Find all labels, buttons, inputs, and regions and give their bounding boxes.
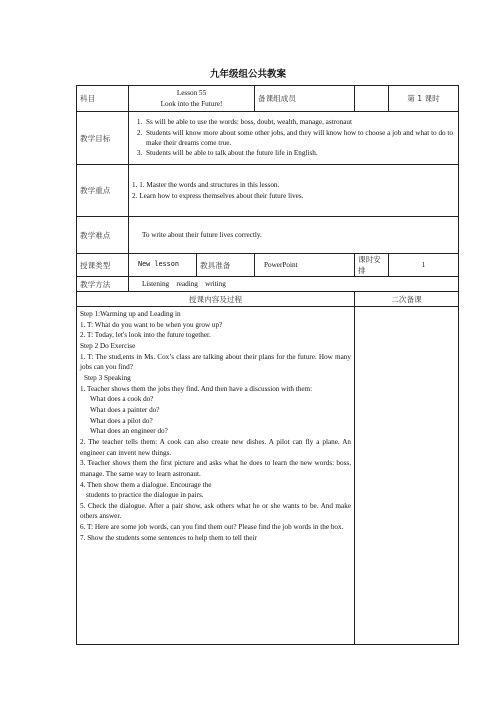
- tools-value: PowerPoint: [255, 254, 355, 277]
- process-line: 1. T: What do you want to be when you grow up?: [80, 320, 223, 329]
- process-line: What does a pilot do?: [90, 416, 153, 425]
- process-line: Step 2 Do Exercise: [80, 341, 136, 350]
- process-line: 2. The teacher tells them: A cook can also create new dishes. A pilot can fly a plane. An engineer can invent new things.: [80, 437, 351, 457]
- process-line: 1. T: The stud,ents in Ms. Cox’s class are talking about their plans for the future. How many jobs can you find?: [80, 352, 351, 372]
- header-row: [77, 86, 459, 112]
- schedule-label: 课时安排: [355, 254, 389, 277]
- lesson-type-label: 授课类型: [77, 254, 129, 277]
- lesson-title-cell: [129, 86, 255, 112]
- process-line: Step 1:Warming up and Leading in: [80, 310, 181, 318]
- process-line: What does a painter do?: [90, 405, 160, 414]
- lesson-number: Lesson 55: [176, 89, 207, 98]
- second-prep-area: [355, 307, 459, 645]
- schedule-value: 1: [389, 254, 459, 277]
- process-line: 2. T: Today, let's look into the future together.: [80, 331, 211, 340]
- difficulty-label: 教学难点: [77, 217, 129, 254]
- process-line: 4. Then show them a dialogue. Encourage the: [80, 480, 212, 489]
- key-points-row: [77, 165, 459, 217]
- tools-label: 教具准备: [197, 254, 255, 277]
- process-line: What does a cook do?: [90, 395, 154, 404]
- process-line: 1. Teacher shows them the jobs they find. And then have a discussion with them:: [80, 384, 313, 393]
- goals-content: [129, 112, 459, 165]
- goal-item: 3. Students will be able to talk about the future life in English.: [144, 148, 455, 158]
- lesson-name: Look into the Future!: [160, 99, 223, 108]
- key-point-item: 1. 1. Master the words and structures in this lesson.: [132, 181, 280, 190]
- lesson-type-value: New lesson: [129, 254, 197, 277]
- methods-label: 教学方法: [77, 277, 129, 292]
- process-content-label: 授课内容及过程: [77, 292, 355, 307]
- lesson-type-row: [77, 254, 459, 277]
- process-line: Step 3 Speaking: [84, 373, 131, 382]
- process-line: 7. Show the students some sentences to help them to tell their: [80, 533, 257, 542]
- process-line: students to practice the dialogue in pairs.: [86, 491, 204, 500]
- lesson-plan-table: [76, 85, 459, 645]
- methods-value: Listening reading writing: [129, 277, 459, 292]
- process-line: 5. Check the dialogue. After a pair show, ask others what he or she wants to be. And make others answer.: [80, 501, 351, 521]
- page-title: 九年级组公共教案: [209, 69, 286, 80]
- process-line: 3. Teacher shows them the first picture and asks what he does to learn the new words: boss, manage. The same way to learn astronaut.: [80, 459, 351, 478]
- second-prep-label: 二次备课: [355, 292, 459, 307]
- period-label: 第 1 课时: [389, 86, 459, 112]
- process-row: [77, 307, 459, 645]
- goal-item: 1. Ss will be able to use the words: boss, doubt, wealth, manage, astronaut: [144, 117, 455, 127]
- goals-row: [77, 112, 459, 165]
- key-point-item: 2. Learn how to express themselves about their future lives.: [132, 191, 304, 200]
- goals-list: [132, 117, 455, 159]
- subject-label: 科目: [77, 86, 129, 112]
- goal-item: 2. Students will know more about some other jobs, and they will know how to choose a job and what to do to make their dreams come true.: [144, 128, 455, 149]
- key-points-content: [129, 165, 459, 217]
- goals-label: 教学目标: [77, 112, 129, 165]
- methods-row: [77, 277, 459, 292]
- difficulty-row: [77, 217, 459, 254]
- key-points-label: 教学重点: [77, 165, 129, 217]
- process-line: What does an engineer do?: [90, 427, 168, 436]
- process-header-row: [77, 292, 459, 307]
- prep-members-value: [355, 86, 389, 112]
- prep-members-label: 备课组成员: [255, 86, 355, 112]
- difficulty-text: To write about their future lives correctly.: [129, 217, 459, 254]
- process-line: 6. T: Here are some job words, can you find them out? Please find the job words in the box.: [80, 523, 344, 532]
- process-content: [77, 307, 355, 645]
